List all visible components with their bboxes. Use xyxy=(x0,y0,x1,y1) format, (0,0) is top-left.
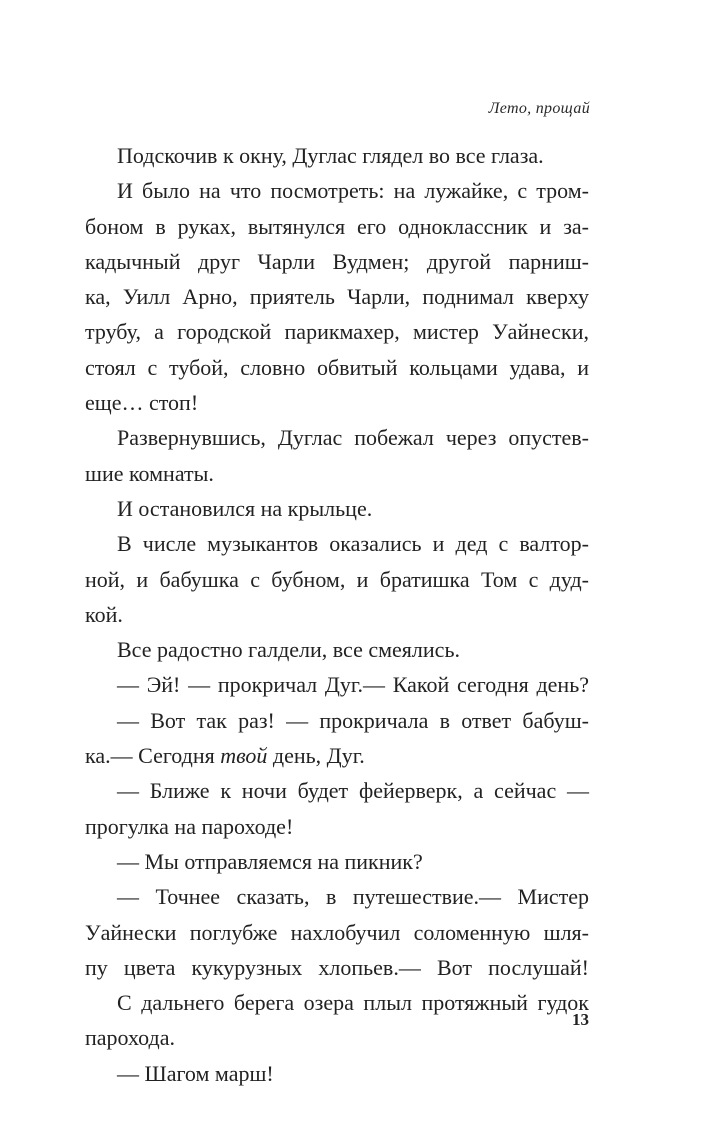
text-line: стоял с тубой, словно обвитый кольцами удава, и xyxy=(85,354,589,380)
page-number: 13 xyxy=(572,1010,589,1029)
text-line: пу цвета кукурузных хлопьев.— Вот послушай! xyxy=(85,954,589,980)
text-line: ной, и бабушка с бубном, и братишка Том с дуд- xyxy=(85,566,589,592)
text-line: — Точнее сказать, в путешествие.— Мистер xyxy=(117,884,589,910)
paragraph xyxy=(85,985,589,1056)
page-text xyxy=(85,138,589,1091)
text-line: кадычный друг Чарли Вудмен; другой парниш- xyxy=(85,248,589,274)
text-line: Развернувшись, Дуглас побежал через опустев- xyxy=(117,425,589,451)
text-line: Уайнески поглубже нахлобучил соломенную шля- xyxy=(85,919,589,945)
paragraph xyxy=(85,420,589,491)
text-line: ка, Уилл Арно, приятель Чарли, поднимал кверху xyxy=(85,284,589,310)
running-head: Лето, прощай xyxy=(488,100,590,117)
text-line: — Эй! — прокричал Дуг.— Какой сегодня день? xyxy=(117,672,589,698)
text-line: кой. xyxy=(85,601,123,627)
paragraph xyxy=(85,667,589,702)
paragraph xyxy=(85,491,589,526)
text-line: Все радостно галдели, все смеялись. xyxy=(117,637,460,663)
text-line-with-emphasis: ка.— Сегодня твой день, Дуг. xyxy=(85,743,365,769)
text-line: еще… стоп! xyxy=(85,390,199,416)
text-line: боном в руках, вытянулся его одноклассник и за- xyxy=(85,213,589,239)
text-line: шие комнаты. xyxy=(85,460,214,486)
text-line: прогулка на пароходе! xyxy=(85,813,294,839)
paragraph xyxy=(85,844,589,879)
paragraph xyxy=(85,773,589,844)
text-line: И было на что посмотреть: на лужайке, с тром- xyxy=(117,178,589,204)
text-line: — Шагом марш! xyxy=(117,1060,274,1086)
paragraph xyxy=(85,632,589,667)
paragraph xyxy=(85,173,589,420)
paragraph xyxy=(85,138,589,173)
text-line: Подскочив к окну, Дуглас глядел во все глаза. xyxy=(117,143,544,168)
emphasized-word: твой xyxy=(220,743,268,769)
text-line: парохода. xyxy=(85,1025,175,1051)
paragraph xyxy=(85,879,589,985)
text-line: — Ближе к ночи будет фейерверк, а сейчас — xyxy=(117,778,589,804)
text-line: И остановился на крыльце. xyxy=(117,495,373,521)
paragraph xyxy=(85,1056,589,1091)
text-line: — Мы отправляемся на пикник? xyxy=(117,848,423,874)
text-line: трубу, а городской парикмахер, мистер Уайнески, xyxy=(85,319,589,345)
text-line: В числе музыкантов оказались и дед с валтор- xyxy=(117,531,589,557)
paragraph xyxy=(85,703,589,774)
paragraph xyxy=(85,526,589,632)
text-line: С дальнего берега озера плыл протяжный гудок xyxy=(117,990,589,1016)
text-line: — Вот так раз! — прокричала в ответ бабуш- xyxy=(117,707,589,733)
